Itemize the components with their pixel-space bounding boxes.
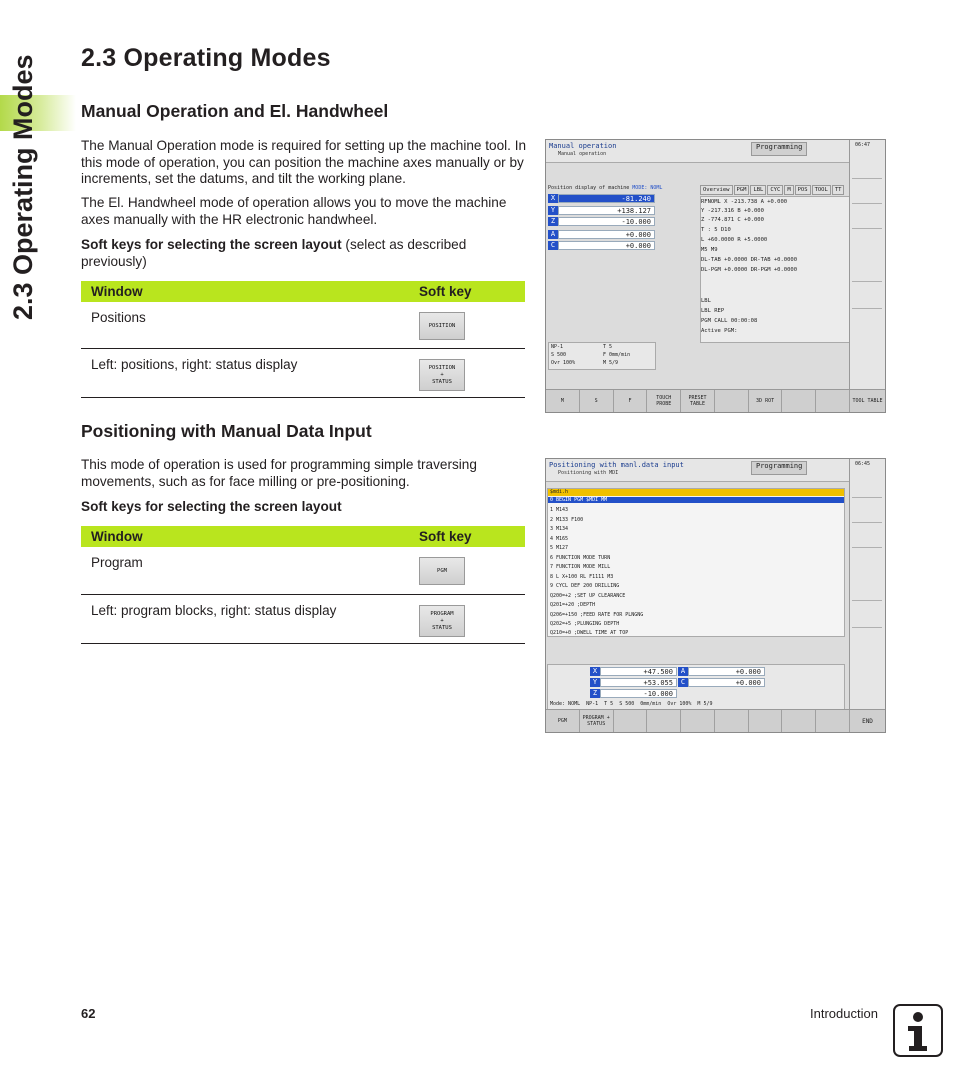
status-feed: 0mm/min [640,701,662,707]
status-np: NP-1 [586,701,599,707]
softkey-position-status[interactable] [419,359,465,391]
screen2-mode: Positioning with manl.data input [549,461,684,469]
status-override: Ovr 100% [551,360,576,366]
screen1-axis-row [548,194,655,203]
status-line: LBL [701,298,711,304]
program-line: Q206=+150 ;FEED RATE FOR PLNGNG [550,612,644,618]
axis-value: +0.000 [688,678,765,687]
softkey-preset-table[interactable]: PRESET TABLE [681,390,715,412]
screen1-pos-title-text: Position display of machine [548,185,630,191]
program-line: 1 M143 [550,507,569,513]
screen1-bottom-status [548,342,656,370]
softkey-empty[interactable] [816,710,850,732]
screen1-softkey-row [546,389,850,412]
status-line: Y -217.316 B +0.000 [701,208,764,214]
softkey-table-2 [81,526,525,644]
section1-paragraph3 [81,237,528,270]
program-line: 4 M165 [550,536,569,542]
status-line: DL-TAB +0.0000 DR-TAB +0.0000 [701,257,798,263]
screen1-axis-row [548,230,655,239]
softkey-f[interactable]: F [614,390,648,412]
status-line: PGM CALL 00:00:08 [701,318,758,324]
table2-row1-softkey-cell [409,547,525,595]
info-icon [893,1004,943,1057]
softkey-empty[interactable] [816,390,850,412]
screen1-status-panel [700,196,850,343]
screen1-axis-row [548,217,655,226]
override-s2[interactable] [852,524,882,548]
override-f[interactable] [852,180,882,204]
status-line: M5 M9 [701,247,718,253]
screen2-bottom-status [550,701,842,709]
axis-value: +0.000 [688,667,765,676]
table1-header-window: Window [81,281,409,302]
screen2-header [546,459,850,482]
status-line: Z -774.871 C +0.000 [701,217,764,223]
axis-value: +0.000 [558,230,655,239]
axis-value: +0.000 [558,241,655,250]
screen1-mode: Manual operation [549,142,617,150]
status-line: DL-PGM +0.0000 DR-PGM +0.0000 [701,267,798,273]
program-line: Q202=+5 ;PLUNGING DEPTH [550,621,620,627]
axis-label: Z [548,217,558,226]
softkey-program-status[interactable] [419,605,465,637]
status-spindle: S 500 [619,701,635,707]
softkey-label: STATUS [432,378,452,385]
program-line: 6 FUNCTION MODE TURN [550,555,611,561]
program-line: 2 M133 F100 [550,517,584,523]
screenshot-mdi [545,458,886,733]
info-glyph-icon [895,1006,941,1055]
softkey-label: PGM [437,567,447,574]
status-tool: T 5 [604,701,614,707]
status-spindle: S 500 [551,352,567,358]
softkey-label: POSITION [428,364,456,371]
softkey-m[interactable]: M [546,390,580,412]
fmax-toggle[interactable] [852,258,882,282]
softkey-program-status[interactable]: PROGRAM + STATUS [580,710,614,732]
program-line: 5 M127 [550,545,569,551]
screen2-position-panel [547,664,845,711]
status-feed: F 0mm/min [603,352,631,358]
axis-label: A [548,230,558,239]
softkey-empty[interactable] [647,710,681,732]
axis-value: +138.127 [558,206,655,215]
table2-row1-window: Program [81,547,409,595]
side-chapter-title: 2.3 Operating Modes [8,54,38,320]
tab-tt[interactable]: TT [832,185,845,195]
screen2-axis-row [678,667,765,676]
status-line: T : 5 D10 [701,227,731,233]
status-tool: T 5 [603,344,613,350]
section1-heading: Manual Operation and El. Handwheel [81,101,389,121]
section2-paragraph1: This mode of operation is used for programming simple traversing movements, such as for face milling or pre-positioning. [81,457,477,489]
page-number: 62 [81,1006,96,1021]
table1-row2-softkey-cell [409,349,525,398]
screen2-program-editor[interactable] [547,488,845,637]
axis-value: +47.500 [600,667,677,676]
tab-lbl[interactable]: LBL [750,185,766,195]
program-line: 7 FUNCTION MODE MILL [550,564,611,570]
program-line: Q201=+20 ;DEPTH [550,602,596,608]
axis-value: -81.240 [558,194,655,203]
axis-label: C [548,241,558,250]
status-line: RFNOML X -213.738 A +0.000 [701,199,788,205]
softkey-pgm[interactable] [419,557,465,585]
program-line: 9 CYCL DEF 200 DRILLING [550,583,620,589]
tab-cyc[interactable]: CYC [767,185,783,195]
softkey-s[interactable]: S [580,390,614,412]
section1-p3-bold: Soft keys for selecting the screen layout [81,237,342,252]
table-row [81,547,525,595]
fmax-toggle-2[interactable] [852,604,882,628]
status-line: Active PGM: [701,328,738,334]
section1-p3-rest: (select as described previously) [81,237,467,269]
screen1-axis-row [548,206,655,215]
screen2-programming-mode[interactable]: Programming [751,461,807,475]
softkey-empty[interactable] [614,710,648,732]
screen1-status-tabs [700,185,844,195]
screen2-softkey-row [546,709,850,732]
axis-label: X [590,667,600,676]
screen2-axis-row [590,689,677,698]
tab-pos[interactable]: POS [795,185,811,195]
softkey-pgm[interactable]: PGM [546,710,580,732]
table1-row1-softkey-cell [409,302,525,349]
fmax-toggle-2[interactable] [852,285,882,309]
program-line: 0 BEGIN PGM $MDI MM [548,497,844,503]
override-f[interactable] [852,499,882,523]
table-row [81,349,525,398]
softkey-position[interactable] [419,312,465,340]
softkey-label: POSITION [428,322,456,329]
status-np: NP-1 [551,344,564,350]
override-s[interactable] [852,474,882,498]
section1-paragraph1: The Manual Operation mode is required for setting up the machine tool. In this mode of operation, you can position the machine axes manually or by increments, set the datums, and tilt the working plane. [81,138,527,186]
screen1-right-softkeys [849,140,885,412]
screen2-axis-row [678,678,765,687]
screen1-axis-row [548,241,655,250]
screen1-pos-mode: MODE: NOML [632,185,663,191]
screen1-programming-mode[interactable]: Programming [751,142,807,156]
table2-row2-softkey-cell [409,595,525,644]
screen1-clock: 06:47 [855,142,871,148]
section2-heading: Positioning with Manual Data Input [81,421,372,441]
section1-paragraph2: The El. Handwheel mode of operation allows you to move the machine axes manually with the HR electronic handwheel. [81,195,507,227]
table2-header-window: Window [81,526,409,547]
table1-header-softkey: Soft key [409,281,525,302]
axis-label: A [678,667,688,676]
status-m: M 5/9 [697,701,713,707]
screen1-header [546,140,850,163]
tab-m[interactable]: M [784,185,793,195]
axis-label: Y [590,678,600,687]
softkey-table-1 [81,281,525,398]
softkey-empty[interactable] [782,710,816,732]
screen2-clock: 06:45 [855,461,871,467]
softkey-tool-table[interactable]: TOOL TABLE [850,389,885,412]
screenshot-manual-operation [545,139,886,413]
screen1-pos-title [548,185,698,191]
program-line: 3 M134 [550,526,569,532]
program-line: 8 L X+100 RL F1111 M3 [550,574,614,580]
axis-label: Z [590,689,600,698]
table-row [81,302,525,349]
override-s2[interactable] [852,205,882,229]
tab-pgm[interactable]: PGM [734,185,750,195]
softkey-empty[interactable] [681,710,715,732]
table2-header-softkey: Soft key [409,526,525,547]
status-m: M 5/9 [603,360,619,366]
footer-chapter: Introduction [810,1006,878,1021]
softkey-label: PROGRAM [430,610,454,617]
override-s[interactable] [852,155,882,179]
page-title: 2.3 Operating Modes [81,44,331,72]
axis-value: -10.000 [600,689,677,698]
screen2-right-softkeys [849,459,885,732]
softkey-empty[interactable] [749,710,783,732]
table2-row2-window: Left: program blocks, right: status display [81,595,409,644]
fmax-toggle[interactable] [852,577,882,601]
axis-label: X [548,194,558,203]
axis-label: Y [548,206,558,215]
tab-tool[interactable]: TOOL [812,185,831,195]
axis-value: -10.000 [558,217,655,226]
screen1-mode-sub: Manual operation [558,151,607,157]
status-override: Ovr 100% [667,701,692,707]
program-line: Q210=+0 ;DWELL TIME AT TOP [550,630,629,636]
table1-row1-window: Positions [81,302,409,349]
softkey-empty[interactable] [715,390,749,412]
softkey-label: STATUS [432,624,452,631]
softkey-touch-probe[interactable]: TOUCH PROBE [647,390,681,412]
screen2-axis-row [590,667,677,676]
screen2-axis-row [590,678,677,687]
status-line: L +60.0000 R +5.0000 [701,237,768,243]
program-line: Q200=+2 ;SET UP CLEARANCE [550,593,626,599]
axis-label: C [678,678,688,687]
softkey-label: + [440,617,444,624]
softkey-label: + [440,371,444,378]
section2-paragraph2: Soft keys for selecting the screen layout [81,499,342,514]
screen2-mode-sub: Positioning with MDI [558,470,619,476]
softkey-3d-rot[interactable]: 3D ROT [749,390,783,412]
screen2-file-name: $mdi.h [548,489,844,496]
softkey-empty[interactable] [715,710,749,732]
axis-value: +53.055 [600,678,677,687]
softkey-end[interactable]: END [850,709,885,732]
softkey-empty[interactable] [782,390,816,412]
status-mode: Mode: NOML [550,701,581,707]
table-row [81,595,525,644]
status-line: LBL REP [701,308,725,314]
table1-row2-window: Left: positions, right: status display [81,349,409,398]
tab-overview[interactable]: Overview [700,185,733,195]
